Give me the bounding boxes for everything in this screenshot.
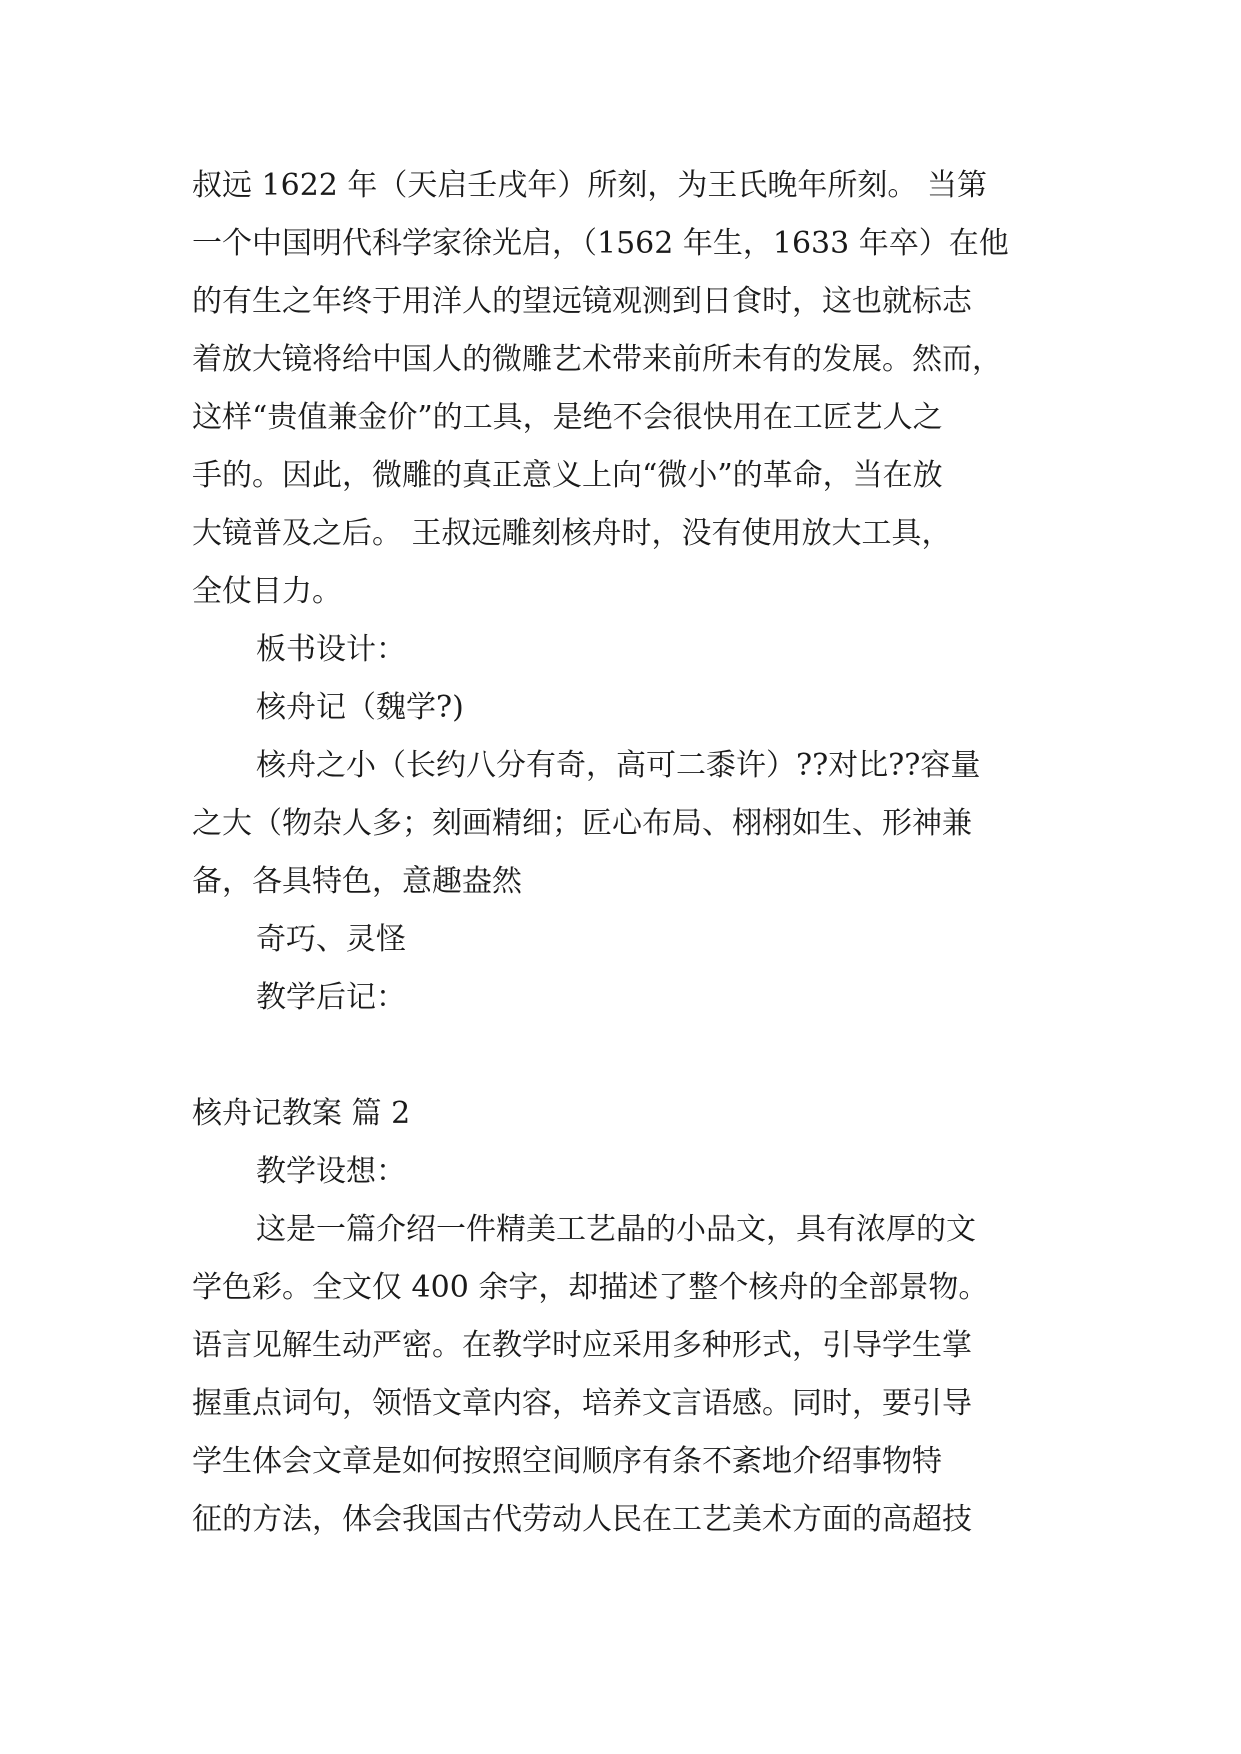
text-line: 全仗目力。: [192, 574, 342, 609]
text-line: 征的方法，体会我国古代劳动人民在工艺美术方面的高超技: [192, 1502, 972, 1537]
text-line: 手的。因此，微雕的真正意义上向“微小”的革命，当在放: [192, 458, 943, 493]
text-line: 之大（物杂人多；刻画精细；匠心布局、栩栩如生、形神兼: [192, 806, 972, 841]
text-line: 一个中国明代科学家徐光启，（1562 年生，1633 年卒）在他: [192, 226, 1009, 261]
text-line: 握重点词句，领悟文章内容，培养文言语感。同时，要引导: [192, 1386, 972, 1421]
text-line: 着放大镜将给中国人的微雕艺术带来前所未有的发展。然而，: [192, 342, 1002, 377]
text-line: 语言见解生动严密。在教学时应采用多种形式，引导学生掌: [192, 1328, 972, 1363]
text-line: 备，各具特色，意趣盎然: [192, 864, 522, 899]
text-line: 奇巧、灵怪: [256, 922, 406, 957]
section-label: 教学设想：: [256, 1154, 406, 1189]
text-line: 学生体会文章是如何按照空间顺序有条不紊地介绍事物特: [192, 1444, 942, 1479]
text-line: 叔远 1622 年（天启壬戌年）所刻，为王氏晚年所刻。 当第: [192, 168, 987, 203]
text-line: 学色彩。全文仅 400 余字，却描述了整个核舟的全部景物。: [192, 1270, 989, 1305]
section-label: 教学后记：: [256, 980, 406, 1015]
text-line: 的有生之年终于用洋人的望远镜观测到日食时，这也就标志: [192, 284, 972, 319]
section-label: 板书设计：: [256, 632, 406, 667]
text-line: 这样“贵值兼金价”的工具，是绝不会很快用在工匠艺人之: [192, 400, 943, 435]
text-line: 核舟之小（长约八分有奇，高可二黍许）??对比??容量: [256, 748, 981, 783]
text-line: 核舟记（魏学?): [256, 690, 464, 725]
article-heading: 核舟记教案 篇 2: [192, 1096, 411, 1131]
text-line: 这是一篇介绍一件精美工艺晶的小品文，具有浓厚的文: [256, 1212, 976, 1247]
text-line: 大镜普及之后。 王叔远雕刻核舟时，没有使用放大工具，: [192, 516, 952, 551]
